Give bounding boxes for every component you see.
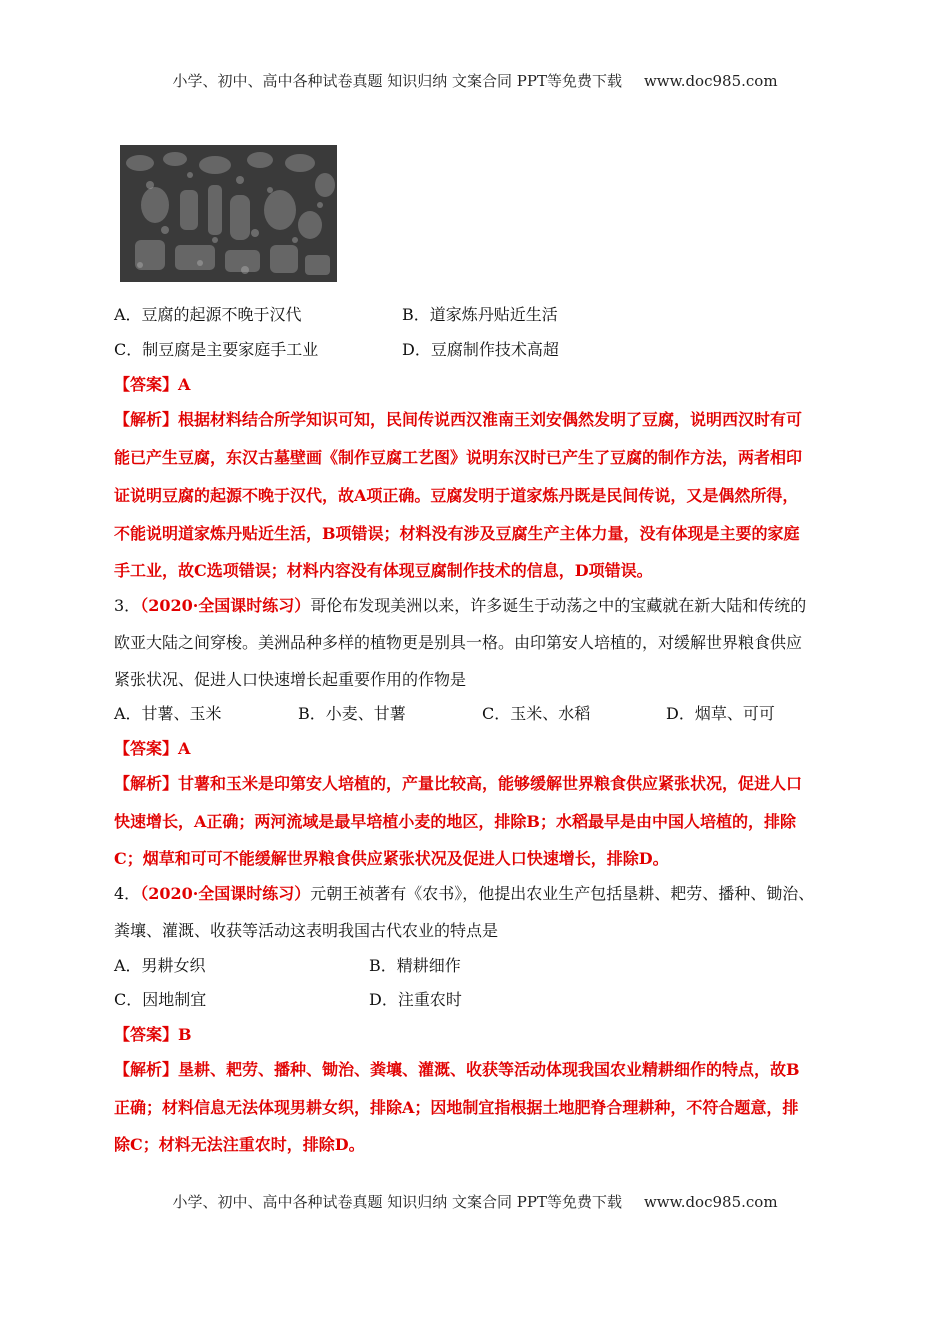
q3-stem-line: 紧张状况、促进人口快速增长起重要作用的作物是 xyxy=(114,670,467,689)
q3-stem-first xyxy=(114,596,806,616)
q3-option-a: A．甘薯、玉米 xyxy=(114,704,222,723)
q3-number: 3． xyxy=(114,596,141,615)
q4-answer: 【答案】B xyxy=(114,1025,192,1044)
q2-analysis-line: 手工业，故C选项错误；材料内容没有体现豆腐制作技术的信息，D项错误。 xyxy=(114,561,653,580)
q4-stem-line: 元朝王祯著有《农书》，他提出农业生产包括垦耕、耙劳、播种、锄治、 xyxy=(310,884,815,903)
q3-analysis-line: 快速增长，A正确；两河流域是最早培植小麦的地区，排除B；水稻最早是由中国人培植的，排除 xyxy=(114,812,796,831)
q4-option-b: B．精耕细作 xyxy=(369,956,461,975)
q2-option-a: A．豆腐的起源不晚于汉代 xyxy=(114,305,302,324)
q4-source: （2020·全国课时练习） xyxy=(140,884,311,903)
mural-image xyxy=(120,145,337,282)
q3-stem-line: 欧亚大陆之间穿梭。美洲品种多样的植物更是别具一格。由印第安人培植的，对缓解世界粮食供应 xyxy=(114,633,803,652)
q4-analysis-line: 正确；材料信息无法体现男耕女织，排除A；因地制宜指根据土地肥脊合理耕种，不符合题意，排 xyxy=(114,1098,799,1117)
mural-picture xyxy=(120,145,337,282)
q3-source: （2020·全国课时练习） xyxy=(140,596,311,615)
header-site: www.doc985.com xyxy=(643,72,778,90)
q4-option-d: D．注重农时 xyxy=(369,990,462,1009)
q3-analysis-line: 【解析】甘薯和玉米是印第安人培植的，产量比较高，能够缓解世界粮食供应紧张状况，促进人口 xyxy=(114,774,803,793)
q2-option-d: D．豆腐制作技术高超 xyxy=(402,340,559,359)
page-footer xyxy=(0,1191,950,1212)
q3-option-c: C．玉米、水稻 xyxy=(482,704,591,723)
q4-option-a: A．男耕女织 xyxy=(114,956,206,975)
q4-analysis-line: 【解析】垦耕、耙劳、播种、锄治、粪壤、灌溉、收获等活动体现我国农业精耕细作的特点，故B xyxy=(114,1060,800,1079)
q4-stem-first xyxy=(114,884,814,904)
page-header xyxy=(0,70,950,91)
q2-option-c: C．制豆腐是主要家庭手工业 xyxy=(114,340,319,359)
q2-analysis-line: 【解析】根据材料结合所学知识可知，民间传说西汉淮南王刘安偶然发明了豆腐，说明西汉时有可 xyxy=(114,410,803,429)
q3-option-d: D．烟草、可可 xyxy=(666,704,775,723)
q3-answer: 【答案】A xyxy=(114,739,191,758)
q4-stem-line: 粪壤、灌溉、收获等活动这表明我国古代农业的特点是 xyxy=(114,921,499,940)
q3-stem-line: 哥伦布发现美洲以来，许多诞生于动荡之中的宝藏就在新大陆和传统的 xyxy=(310,596,807,615)
footer-text: 小学、初中、高中各种试卷真题 知识归纳 文案合同 PPT等免费下载 xyxy=(172,1193,622,1211)
q4-option-c: C．因地制宜 xyxy=(114,990,207,1009)
q2-analysis-line: 不能说明道家炼丹贴近生活，B项错误；材料没有涉及豆腐生产主体力量，没有体现是主要的家庭 xyxy=(114,524,800,543)
q3-analysis-line: C；烟草和可可不能缓解世界粮食供应紧张状况及促进人口快速增长，排除D。 xyxy=(114,849,669,868)
q4-analysis-line: 除C；材料无法注重农时，排除D。 xyxy=(114,1135,365,1154)
q2-analysis-line: 证说明豆腐的起源不晚于汉代，故A项正确。豆腐发明于道家炼丹既是民间传说，又是偶然所得， xyxy=(114,486,799,505)
q4-number: 4． xyxy=(114,884,141,903)
footer-site: www.doc985.com xyxy=(643,1193,778,1211)
q2-answer: 【答案】A xyxy=(114,375,191,394)
q2-analysis-line: 能已产生豆腐，东汉古墓壁画《制作豆腐工艺图》说明东汉时已产生了豆腐的制作方法，两者相印 xyxy=(114,448,803,467)
q3-option-b: B．小麦、甘薯 xyxy=(298,704,406,723)
header-text: 小学、初中、高中各种试卷真题 知识归纳 文案合同 PPT等免费下载 xyxy=(172,72,622,90)
q2-option-b: B．道家炼丹贴近生活 xyxy=(402,305,558,324)
